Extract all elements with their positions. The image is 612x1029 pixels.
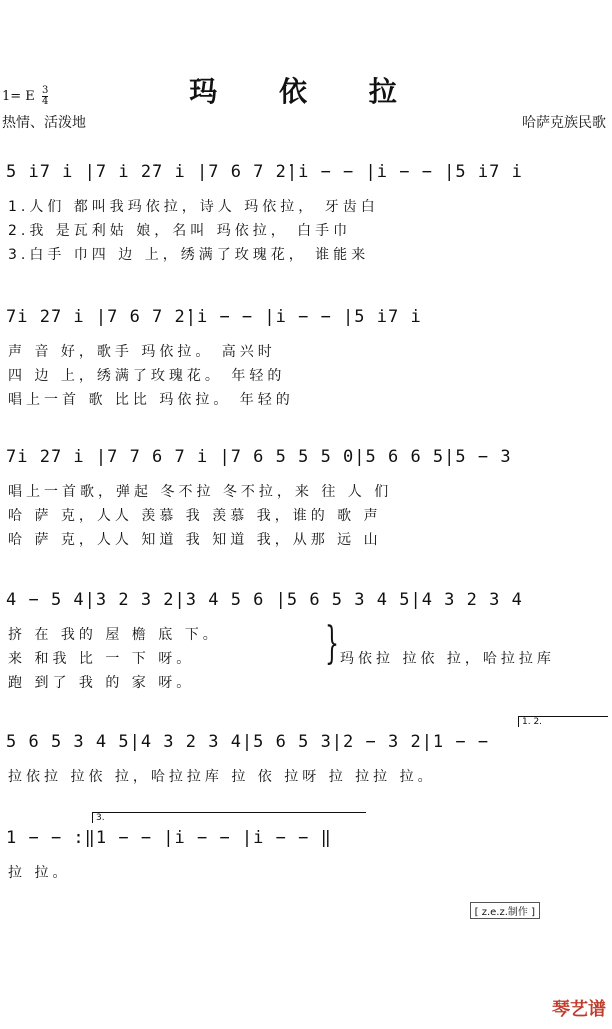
notation-line: 5 6 5 3 4 5|4 3 2 3 4|5 6 5 3|2 − 3 2|1 − − xyxy=(6,732,490,752)
lyric-line-2: 2.我 是瓦利姑 娘，名叫 玛依拉， 白手巾 xyxy=(8,223,352,239)
lyric-line-3: 跑 到了 我 的 家 呀。 xyxy=(8,675,195,691)
lyric-line-1: 挤 在 我的 屋 檐 底 下。 xyxy=(8,627,221,643)
lyric-line-2: 来 和我 比 一 下 呀。 xyxy=(8,651,195,667)
key-text: 1= E xyxy=(2,89,35,104)
lyric-line-1: 拉依拉 拉依 拉，哈拉拉库 拉 依 拉呀 拉 拉拉 拉。 xyxy=(8,769,436,785)
staff-system-6 xyxy=(0,812,612,892)
site-watermark: 琴艺谱 xyxy=(552,999,606,1020)
volta-bracket: 3. xyxy=(92,812,366,823)
meter-numerator: 3 xyxy=(41,85,49,96)
staff-system-5 xyxy=(0,718,612,798)
lyric-line-3: 唱上一首 歌 比比 玛依拉。 年轻的 xyxy=(8,392,294,408)
notation-line: 5 i̇7 i |7 i̇ 2̇7 i |7 6 7 2̇|i − − |i − − |5 i̇7 i xyxy=(6,162,523,182)
verse-brace: } xyxy=(325,618,339,669)
staff-system-2 xyxy=(0,295,612,415)
staff-system-3 xyxy=(0,435,612,555)
credit-label: [ z.e.z.制作 ] xyxy=(470,902,540,919)
volta-bracket: 1. 2. xyxy=(518,716,608,727)
meter-denominator: 4 xyxy=(41,96,49,107)
song-origin: 哈萨克族民歌 xyxy=(522,115,606,131)
lyric-line-1: 拉 拉。 xyxy=(8,865,71,881)
lyric-line-1: 唱上一首歌，弹起 冬不拉 冬不拉，来 往 人 们 xyxy=(8,484,393,500)
lyric-line-3: 3.白手 巾四 边 上，绣满了玫瑰花， 谁能来 xyxy=(8,247,370,263)
lyric-line-2: 四 边 上，绣满了玫瑰花。 年轻的 xyxy=(8,368,286,384)
lyric-line-2: 哈 萨 克，人人 羡慕 我 羡慕 我，谁的 歌 声 xyxy=(8,508,382,524)
staff-system-4 xyxy=(0,578,612,698)
notation-line: 7i 2̇7 i |7 7 6 7 i |7 6 5 5 5 0|5 6 6 5|5 − 3 xyxy=(6,447,512,467)
staff-system-1 xyxy=(0,150,612,290)
notation-line: 7i 2̇7 i |7 6 7 2̇|i − − |i − − |5 i̇7 i xyxy=(6,307,422,327)
song-title: 玛 依 拉 xyxy=(189,75,423,108)
notation-line: 4 − 5 4|3 2 3 2|3 4 5 6 |5 6 5 3 4 5|4 3 2 3 4 xyxy=(6,590,523,610)
lyric-line-1: 声 音 好，歌手 玛依拉。 高兴时 xyxy=(8,344,276,360)
lyric-line-1: 1.人们 都叫我玛依拉，诗人 玛依拉， 牙齿白 xyxy=(8,199,379,215)
tempo-marking: 热情、活泼地 xyxy=(2,115,86,131)
notation-line: 1 − − :‖1 − − |i − − |i − − ‖ xyxy=(6,828,332,848)
lyric-line-3: 哈 萨 克，人人 知道 我 知道 我，从那 远 山 xyxy=(8,532,382,548)
refrain-lyric: 玛依拉 拉依 拉，哈拉拉库 xyxy=(340,651,555,667)
